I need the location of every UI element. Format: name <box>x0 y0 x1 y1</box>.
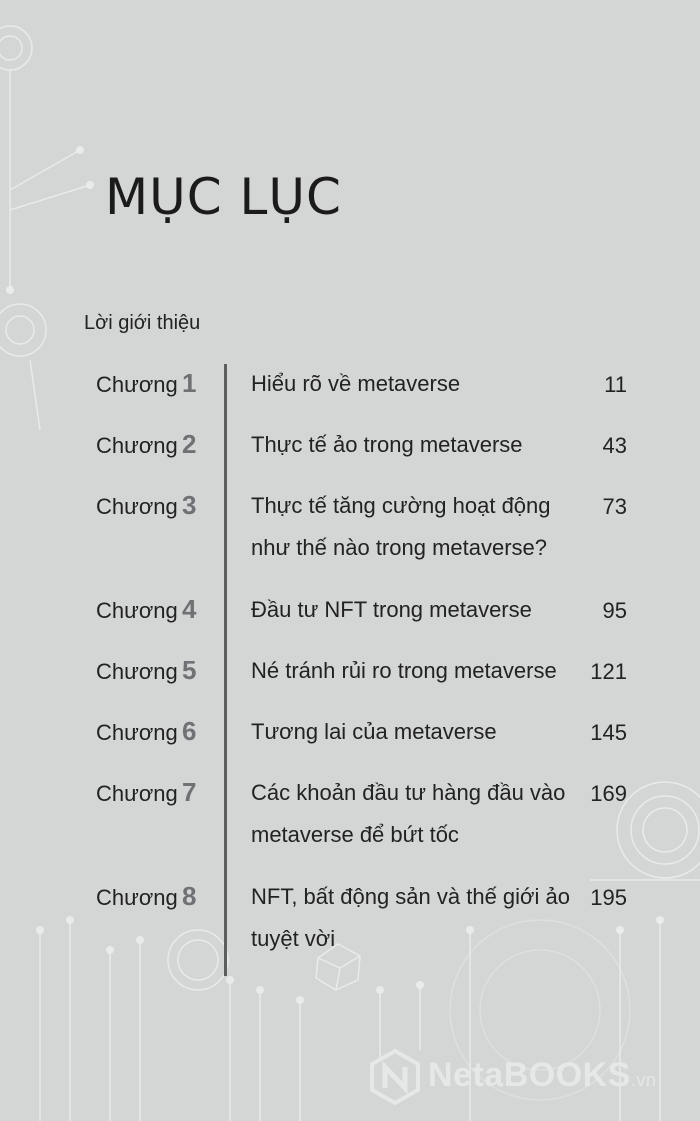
chapter-number: 6 <box>182 716 197 746</box>
watermark-suffix: .vn <box>630 1070 657 1090</box>
chapter-number: 3 <box>182 490 197 520</box>
chapter-label: Chương <box>96 659 178 684</box>
watermark-brand: NetaBOOKS <box>428 1056 631 1094</box>
toc-entry[interactable] <box>0 777 700 847</box>
chapter-number: 5 <box>182 655 197 685</box>
toc-entry[interactable] <box>0 368 700 408</box>
chapter-page-number: 43 <box>602 433 627 458</box>
chapter-label: Chương <box>96 433 178 458</box>
chapter-title[interactable]: Né tránh rủi ro trong metaverse <box>251 658 557 683</box>
intro-entry[interactable]: Lời giới thiệu <box>84 312 201 334</box>
chapter-number: 1 <box>182 368 197 398</box>
chapter-page-number: 73 <box>602 494 627 519</box>
chapter-label: Chương <box>96 781 178 806</box>
chapter-title[interactable]: Tương lai của metaverse <box>251 719 497 744</box>
chapter-title[interactable]: Thực tế ảo trong metaverse <box>251 432 523 457</box>
toc-entry[interactable] <box>0 655 700 695</box>
page-title: MỤC LỤC <box>105 168 342 226</box>
chapter-page-number: 169 <box>590 781 627 806</box>
chapter-label: Chương <box>96 598 178 623</box>
chapter-label: Chương <box>96 720 178 745</box>
netabooks-logo-icon <box>366 1048 424 1106</box>
chapter-page-number: 121 <box>590 659 627 684</box>
chapter-title[interactable]: Thực tế tăng cường hoạt động như thế nào trong metaverse? <box>251 493 551 560</box>
chapter-page-number: 11 <box>604 372 627 397</box>
toc-entry[interactable] <box>0 716 700 756</box>
toc-entry[interactable] <box>0 429 700 469</box>
chapter-label: Chương <box>96 885 178 910</box>
chapter-page-number: 95 <box>602 598 627 623</box>
chapter-number: 7 <box>182 777 197 807</box>
chapter-number: 4 <box>182 594 197 624</box>
chapter-page-number: 195 <box>590 885 627 910</box>
watermark-logo <box>366 1046 686 1110</box>
chapter-number: 2 <box>182 429 197 459</box>
chapter-title[interactable]: Hiểu rõ về metaverse <box>251 371 461 396</box>
chapter-title[interactable]: NFT, bất động sản và thế giới ảo tuyệt vời <box>251 884 570 951</box>
chapter-label: Chương <box>96 494 178 519</box>
chapter-number: 8 <box>182 881 197 911</box>
chapter-label: Chương <box>96 372 178 397</box>
toc-entry[interactable] <box>0 594 700 634</box>
chapter-title[interactable]: Đầu tư NFT trong metaverse <box>251 597 532 622</box>
toc-entry[interactable] <box>0 881 700 951</box>
chapter-page-number: 145 <box>590 720 627 745</box>
chapter-title[interactable]: Các khoản đầu tư hàng đầu vào metaverse để bứt tốc <box>251 780 566 847</box>
toc-entry[interactable] <box>0 490 700 560</box>
